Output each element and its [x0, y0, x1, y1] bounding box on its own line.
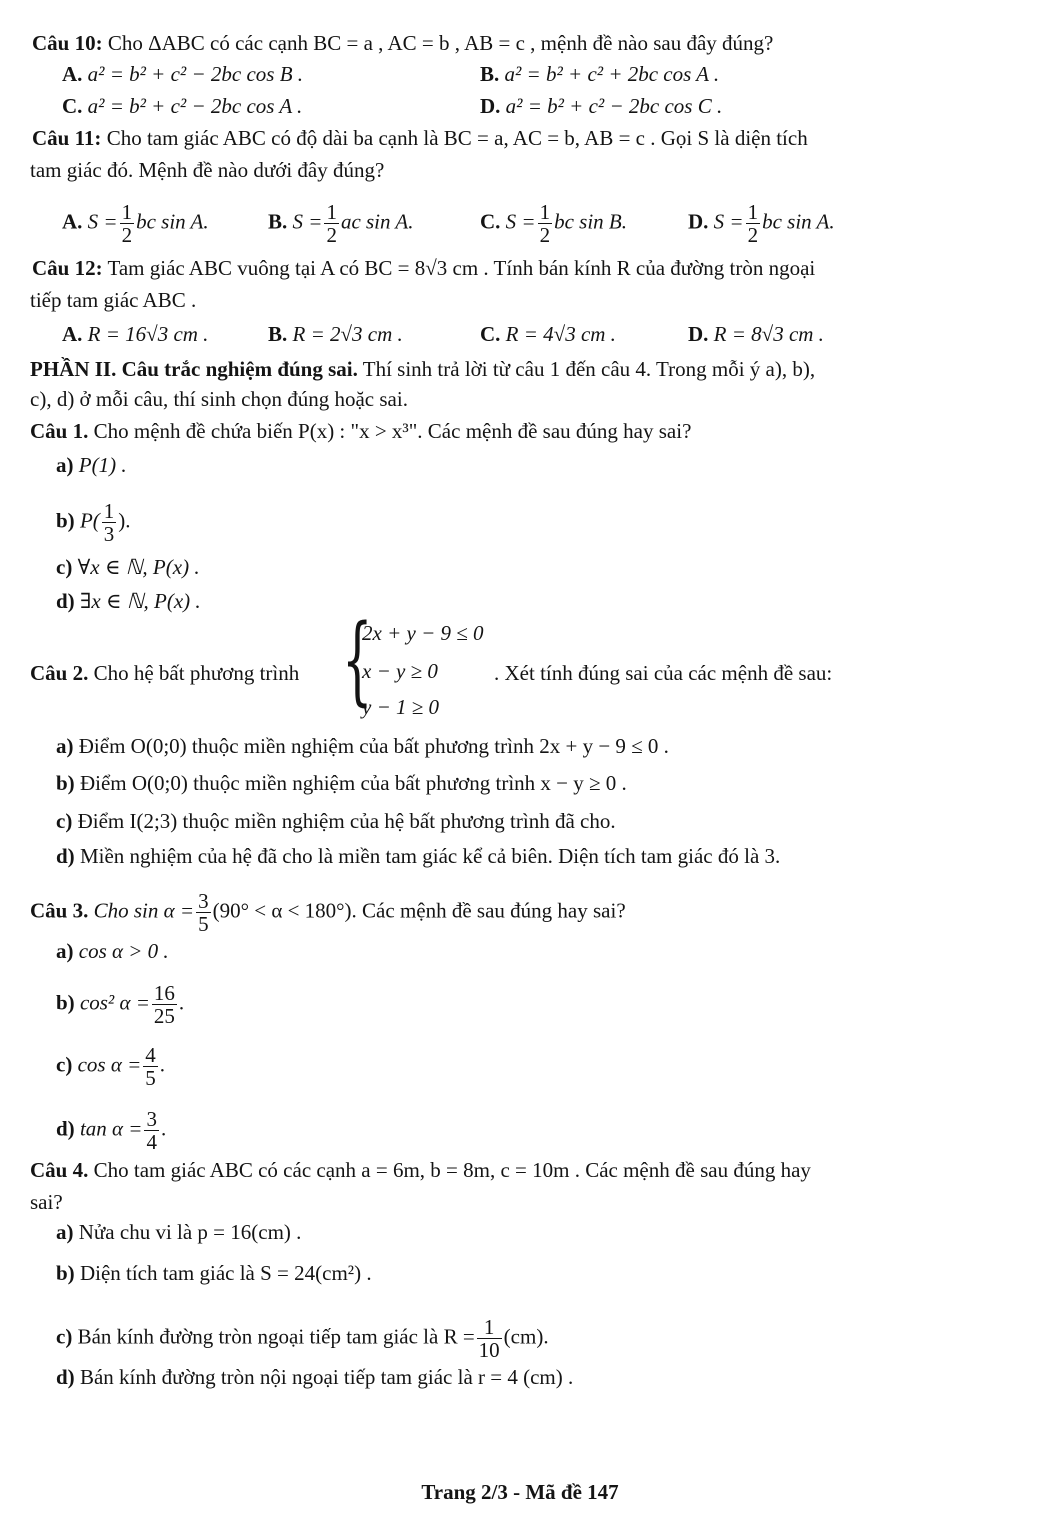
item-letter: c): [56, 1052, 73, 1077]
item-text: cos α =: [77, 1052, 142, 1077]
p4-stem-line-1: [30, 1157, 811, 1183]
numerator: 3: [198, 889, 209, 913]
option-text: a² = b² + c² − 2bc cos C .: [505, 94, 723, 118]
denominator: 5: [145, 1066, 156, 1090]
option-letter: B.: [268, 209, 288, 234]
option-text: S =: [713, 209, 744, 234]
p4-label: Câu 4.: [30, 1158, 89, 1182]
fraction: [538, 201, 553, 246]
q11-option-b: [268, 201, 413, 246]
option-letter: D.: [688, 209, 709, 234]
option-letter: C.: [480, 209, 501, 234]
item-letter: b): [56, 508, 75, 533]
item-letter: d): [56, 1116, 75, 1141]
p3-item-b: b) cos² α = $\frac{16}{25}$ .: [56, 981, 185, 1028]
item-letter: a): [56, 734, 74, 758]
part2-intro-line-1: [30, 356, 815, 382]
q12-label: Câu 12:: [32, 256, 103, 280]
numerator: 1: [477, 1316, 502, 1339]
q12-stem-line-1: [32, 255, 815, 281]
q10-option-d: [480, 93, 722, 119]
item-text: Bán kính đường tròn ngoại tiếp tam giác là R =: [77, 1324, 475, 1349]
p2-label: Câu 2.: [30, 661, 89, 685]
fraction: [196, 890, 211, 935]
item-letter: a): [56, 1220, 74, 1244]
q12-stem-line-2: [30, 287, 196, 313]
option-text: S =: [505, 209, 536, 234]
item-text: Bán kính đường tròn nội ngoại tiếp tam giác là r = 4 (cm) .: [79, 1365, 574, 1389]
p1-stem-line: [30, 418, 691, 444]
p2-stem-pre: [30, 660, 299, 686]
option-text: R = 16√3 cm .: [87, 322, 209, 346]
option-text: bc sin A.: [136, 209, 209, 234]
q11-option-a: [62, 201, 209, 246]
numerator: 1: [121, 200, 133, 224]
item-text: cos α > 0 .: [78, 939, 169, 963]
p1-item-c: [56, 554, 200, 580]
item-text: Diện tích tam giác là S = 24(cm²) .: [79, 1261, 372, 1285]
fraction: [477, 1316, 502, 1361]
p2-item-c: [56, 808, 616, 834]
option-letter: C.: [62, 94, 83, 118]
q10-option-a: [62, 61, 303, 87]
p3-label: Câu 3.: [30, 898, 89, 923]
denominator: 2: [539, 223, 551, 247]
q11-stem-line-1: [32, 125, 808, 151]
system-brace: {: [342, 604, 373, 716]
q10-stem-line: [32, 30, 773, 56]
part2-heading: PHẦN II. Câu trắc nghiệm đúng sai.: [30, 357, 358, 381]
numerator: 16: [153, 981, 175, 1005]
q12-option-d: [688, 321, 824, 347]
item-text: ).: [118, 508, 131, 533]
q11-option-d: [688, 201, 835, 246]
item-letter: c): [56, 809, 73, 833]
item-letter: b): [56, 1261, 75, 1285]
p3-stem: Cho sin α =: [88, 898, 195, 923]
numerator: 1: [103, 499, 115, 523]
numerator: 1: [539, 200, 551, 224]
p1-item-d: [56, 588, 201, 614]
fraction: [152, 982, 177, 1027]
option-letter: D.: [480, 94, 501, 118]
fraction: [746, 201, 761, 246]
denominator: 5: [198, 912, 209, 936]
p4-item-d: [56, 1364, 573, 1390]
option-text: R = 8√3 cm .: [713, 322, 824, 346]
p1-label: Câu 1.: [30, 419, 89, 443]
denominator: 25: [153, 1004, 175, 1028]
p1-stem: Cho mệnh đề chứa biến P(x) : "x > x³". Các mệnh đề sau đúng hay sai?: [88, 419, 692, 443]
p4-item-b: [56, 1260, 372, 1286]
item-text: (cm).: [503, 1324, 549, 1349]
item-text: Nửa chu vi là p = 16(cm) .: [78, 1220, 302, 1244]
q11-option-c: [480, 201, 627, 246]
fraction: [144, 1108, 159, 1153]
option-letter: A.: [62, 322, 83, 346]
q11-stem-line-2: [30, 157, 384, 183]
q10-label: Câu 10:: [32, 31, 103, 55]
item-letter: c): [56, 1324, 73, 1349]
item-text: ∃x ∈ ℕ, P(x) .: [79, 589, 201, 613]
item-text: cos² α =: [79, 990, 150, 1015]
part2-intro-line-2: [30, 386, 408, 412]
p2-stem-post: . Xét tính đúng sai của các mệnh đề sau:: [494, 661, 833, 685]
q12-stem-cont: tiếp tam giác ABC .: [30, 288, 197, 312]
denominator: 10: [478, 1338, 500, 1362]
option-text: R = 4√3 cm .: [505, 322, 616, 346]
item-letter: a): [56, 939, 74, 963]
p2-stem: Cho hệ bất phương trình: [88, 661, 300, 685]
p1-item-a: [56, 452, 127, 478]
part2-instructions-cont: c), d) ở mỗi câu, thí sinh chọn đúng hoặc sai.: [30, 387, 408, 411]
p3-item-a: [56, 938, 169, 964]
item-letter: b): [56, 771, 75, 795]
option-text: ac sin A.: [340, 209, 414, 234]
p3-stem-line: [30, 890, 626, 935]
p2-system-row-3: y − 1 ≥ 0: [362, 695, 440, 719]
q10-stem: Cho ΔABC có các cạnh BC = a , AC = b , AB = c , mệnh đề nào sau đây đúng?: [107, 31, 774, 55]
item-text: Điểm I(2;3) thuộc miền nghiệm của hệ bất phương trình đã cho.: [77, 809, 616, 833]
numerator: 4: [145, 1043, 156, 1067]
option-letter: A.: [62, 62, 83, 86]
item-text: P(1) .: [78, 453, 127, 477]
denominator: 2: [121, 223, 133, 247]
denominator: 3: [103, 522, 115, 546]
item-text: Điểm O(0;0) thuộc miền nghiệm của bất phương trình 2x + y − 9 ≤ 0 .: [78, 734, 669, 758]
p2-item-b: [56, 770, 627, 796]
item-text: Điểm O(0;0) thuộc miền nghiệm của bất phương trình x − y ≥ 0 .: [79, 771, 627, 795]
fraction: [102, 500, 117, 545]
option-text: R = 2√3 cm .: [292, 322, 403, 346]
numerator: 1: [326, 200, 337, 224]
fraction: [143, 1044, 158, 1089]
q11-label: Câu 11:: [32, 126, 102, 150]
option-text: a² = b² + c² + 2bc cos A .: [504, 62, 720, 86]
p4-item-c: [56, 1316, 549, 1361]
option-letter: B.: [480, 62, 500, 86]
option-letter: C.: [480, 322, 501, 346]
item-text: P(: [79, 508, 100, 533]
item-letter: b): [56, 990, 75, 1015]
part2-instructions: Thí sinh trả lời từ câu 1 đến câu 4. Trong mỗi ý a), b),: [357, 357, 816, 381]
item-letter: d): [56, 844, 75, 868]
option-text: bc sin B.: [554, 209, 627, 234]
item-text: tan α =: [79, 1116, 143, 1141]
p3-item-c: c) cos α = $\frac{4}{5}$ .: [56, 1043, 166, 1090]
p3-item-d: d) tan α = $\frac{3}{4}$ .: [56, 1107, 167, 1154]
option-text: bc sin A.: [762, 209, 835, 234]
q12-stem: Tam giác ABC vuông tại A có BC = 8√3 cm . Tính bán kính R của đường tròn ngoại: [107, 256, 816, 280]
item-text: ∀x ∈ ℕ, P(x) .: [77, 555, 200, 579]
option-text: S =: [87, 209, 118, 234]
item-letter: d): [56, 1365, 75, 1389]
numerator: 1: [747, 200, 759, 224]
fraction: [120, 201, 135, 246]
p3-stem-cont: (90° < α < 180°). Các mệnh đề sau đúng hay sai?: [212, 898, 626, 923]
q12-option-a: [62, 321, 208, 347]
p2-system-row-1: 2x + y − 9 ≤ 0: [362, 621, 484, 645]
p4-item-a: [56, 1219, 301, 1245]
item-text: Miền nghiệm của hệ đã cho là miền tam giác kể cả biên. Diện tích tam giác đó là 3.: [79, 844, 781, 868]
q12-option-c: [480, 321, 616, 347]
item-letter: a): [56, 453, 74, 477]
denominator: 2: [326, 223, 337, 247]
item-letter: d): [56, 589, 75, 613]
p2-item-d: [56, 843, 780, 869]
option-letter: D.: [688, 322, 709, 346]
q10-option-b: [480, 61, 719, 87]
denominator: 2: [747, 223, 759, 247]
option-text: S =: [292, 209, 323, 234]
q10-option-c: [62, 93, 302, 119]
p4-stem: Cho tam giác ABC có các cạnh a = 6m, b = 8m, c = 10m . Các mệnh đề sau đúng hay: [88, 1158, 811, 1182]
denominator: 4: [146, 1130, 157, 1154]
q11-stem: Cho tam giác ABC có độ dài ba cạnh là BC = a, AC = b, AB = c . Gọi S là diện tích: [106, 126, 808, 150]
option-text: a² = b² + c² − 2bc cos A .: [87, 94, 303, 118]
q12-option-b: [268, 321, 403, 347]
option-letter: A.: [62, 209, 83, 234]
p4-stem-line-2: sai?: [30, 1190, 63, 1214]
p2-system-row-2: x − y ≥ 0: [362, 659, 438, 683]
page-footer: Trang 2/3 - Mã đề 147: [421, 1480, 619, 1504]
numerator: 3: [146, 1107, 157, 1131]
option-letter: B.: [268, 322, 288, 346]
option-text: a² = b² + c² − 2bc cos B .: [87, 62, 304, 86]
p2-item-a: [56, 733, 669, 759]
item-letter: c): [56, 555, 73, 579]
q11-stem-cont: tam giác đó. Mệnh đề nào dưới đây đúng?: [30, 158, 385, 182]
p1-item-b: [56, 500, 131, 545]
fraction: [324, 201, 339, 246]
